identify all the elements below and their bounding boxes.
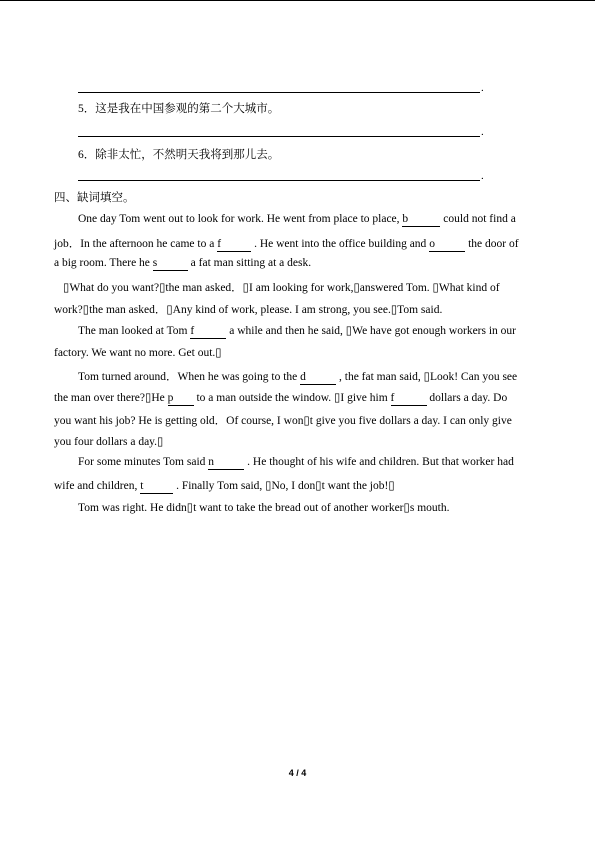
passage-line: you four dollars a day.▯ <box>54 436 164 448</box>
blank-6: d <box>300 371 336 385</box>
passage-line: For some minutes Tom said n . He thought of his wife and children. But that worker had <box>78 456 514 468</box>
passage-line: you want his job? He is getting old．Of course, I won▯t give you five dollars a day. I can only give <box>54 415 512 427</box>
blank-10: t <box>140 480 173 494</box>
header-rule <box>0 0 595 1</box>
line-end-dot: . <box>481 82 484 94</box>
passage-line: job．In the afternoon he came to a f . He went into the office building and o the door of <box>54 238 519 250</box>
passage-line: a big room. There he s a fat man sitting at a desk. <box>54 257 312 269</box>
blank-2: f <box>217 238 251 252</box>
answer-line <box>78 92 480 93</box>
translation-item-6 <box>78 146 279 162</box>
blank-4: s <box>153 257 188 271</box>
line-end-dot: . <box>481 126 484 138</box>
section-title: 四、缺词填空。 <box>54 192 135 204</box>
line-end-dot: . <box>481 170 484 182</box>
passage-line: ▯What do you want?▯the man asked．▯I am looking for work,▯answered Tom. ▯What kind of <box>63 282 500 294</box>
blank-9: n <box>208 456 244 470</box>
answer-line <box>78 180 480 181</box>
item-number: 6． <box>78 149 96 161</box>
blank-7: p <box>168 392 194 406</box>
passage-line: wife and children, t . Finally Tom said, ▯No, I don▯t want the job!▯ <box>54 480 395 492</box>
passage-line: work?▯the man asked．▯Any kind of work, please. I am strong, you see.▯Tom said. <box>54 304 443 316</box>
passage-line: factory. We want no more. Get out.▯ <box>54 347 222 359</box>
passage-line: Tom was right. He didn▯t want to take the bread out of another worker▯s mouth. <box>78 502 450 514</box>
item-number: 5． <box>78 103 96 115</box>
item-text: 这是我在中国参观的第二个大城市。 <box>95 103 280 115</box>
blank-8: f <box>391 392 427 406</box>
passage-line: the man over there?▯He p to a man outside the window. ▯I give him f dollars a day. Do <box>54 392 508 404</box>
page-number: 4 / 4 <box>288 768 307 778</box>
answer-line <box>78 136 480 137</box>
passage-line: The man looked at Tom f a while and then he said, ▯We have got enough workers in our <box>78 325 517 337</box>
item-text: 除非太忙，不然明天我将到那儿去。 <box>95 149 280 161</box>
blank-5: f <box>190 325 226 339</box>
passage-line: Tom turned around．When he was going to the d , the fat man said, ▯Look! Can you see <box>78 371 518 383</box>
blank-1: b <box>402 213 440 227</box>
passage-line: One day Tom went out to look for work. He went from place to place, b could not find a <box>78 213 516 225</box>
translation-item-5 <box>78 100 279 116</box>
blank-3: o <box>429 238 465 252</box>
